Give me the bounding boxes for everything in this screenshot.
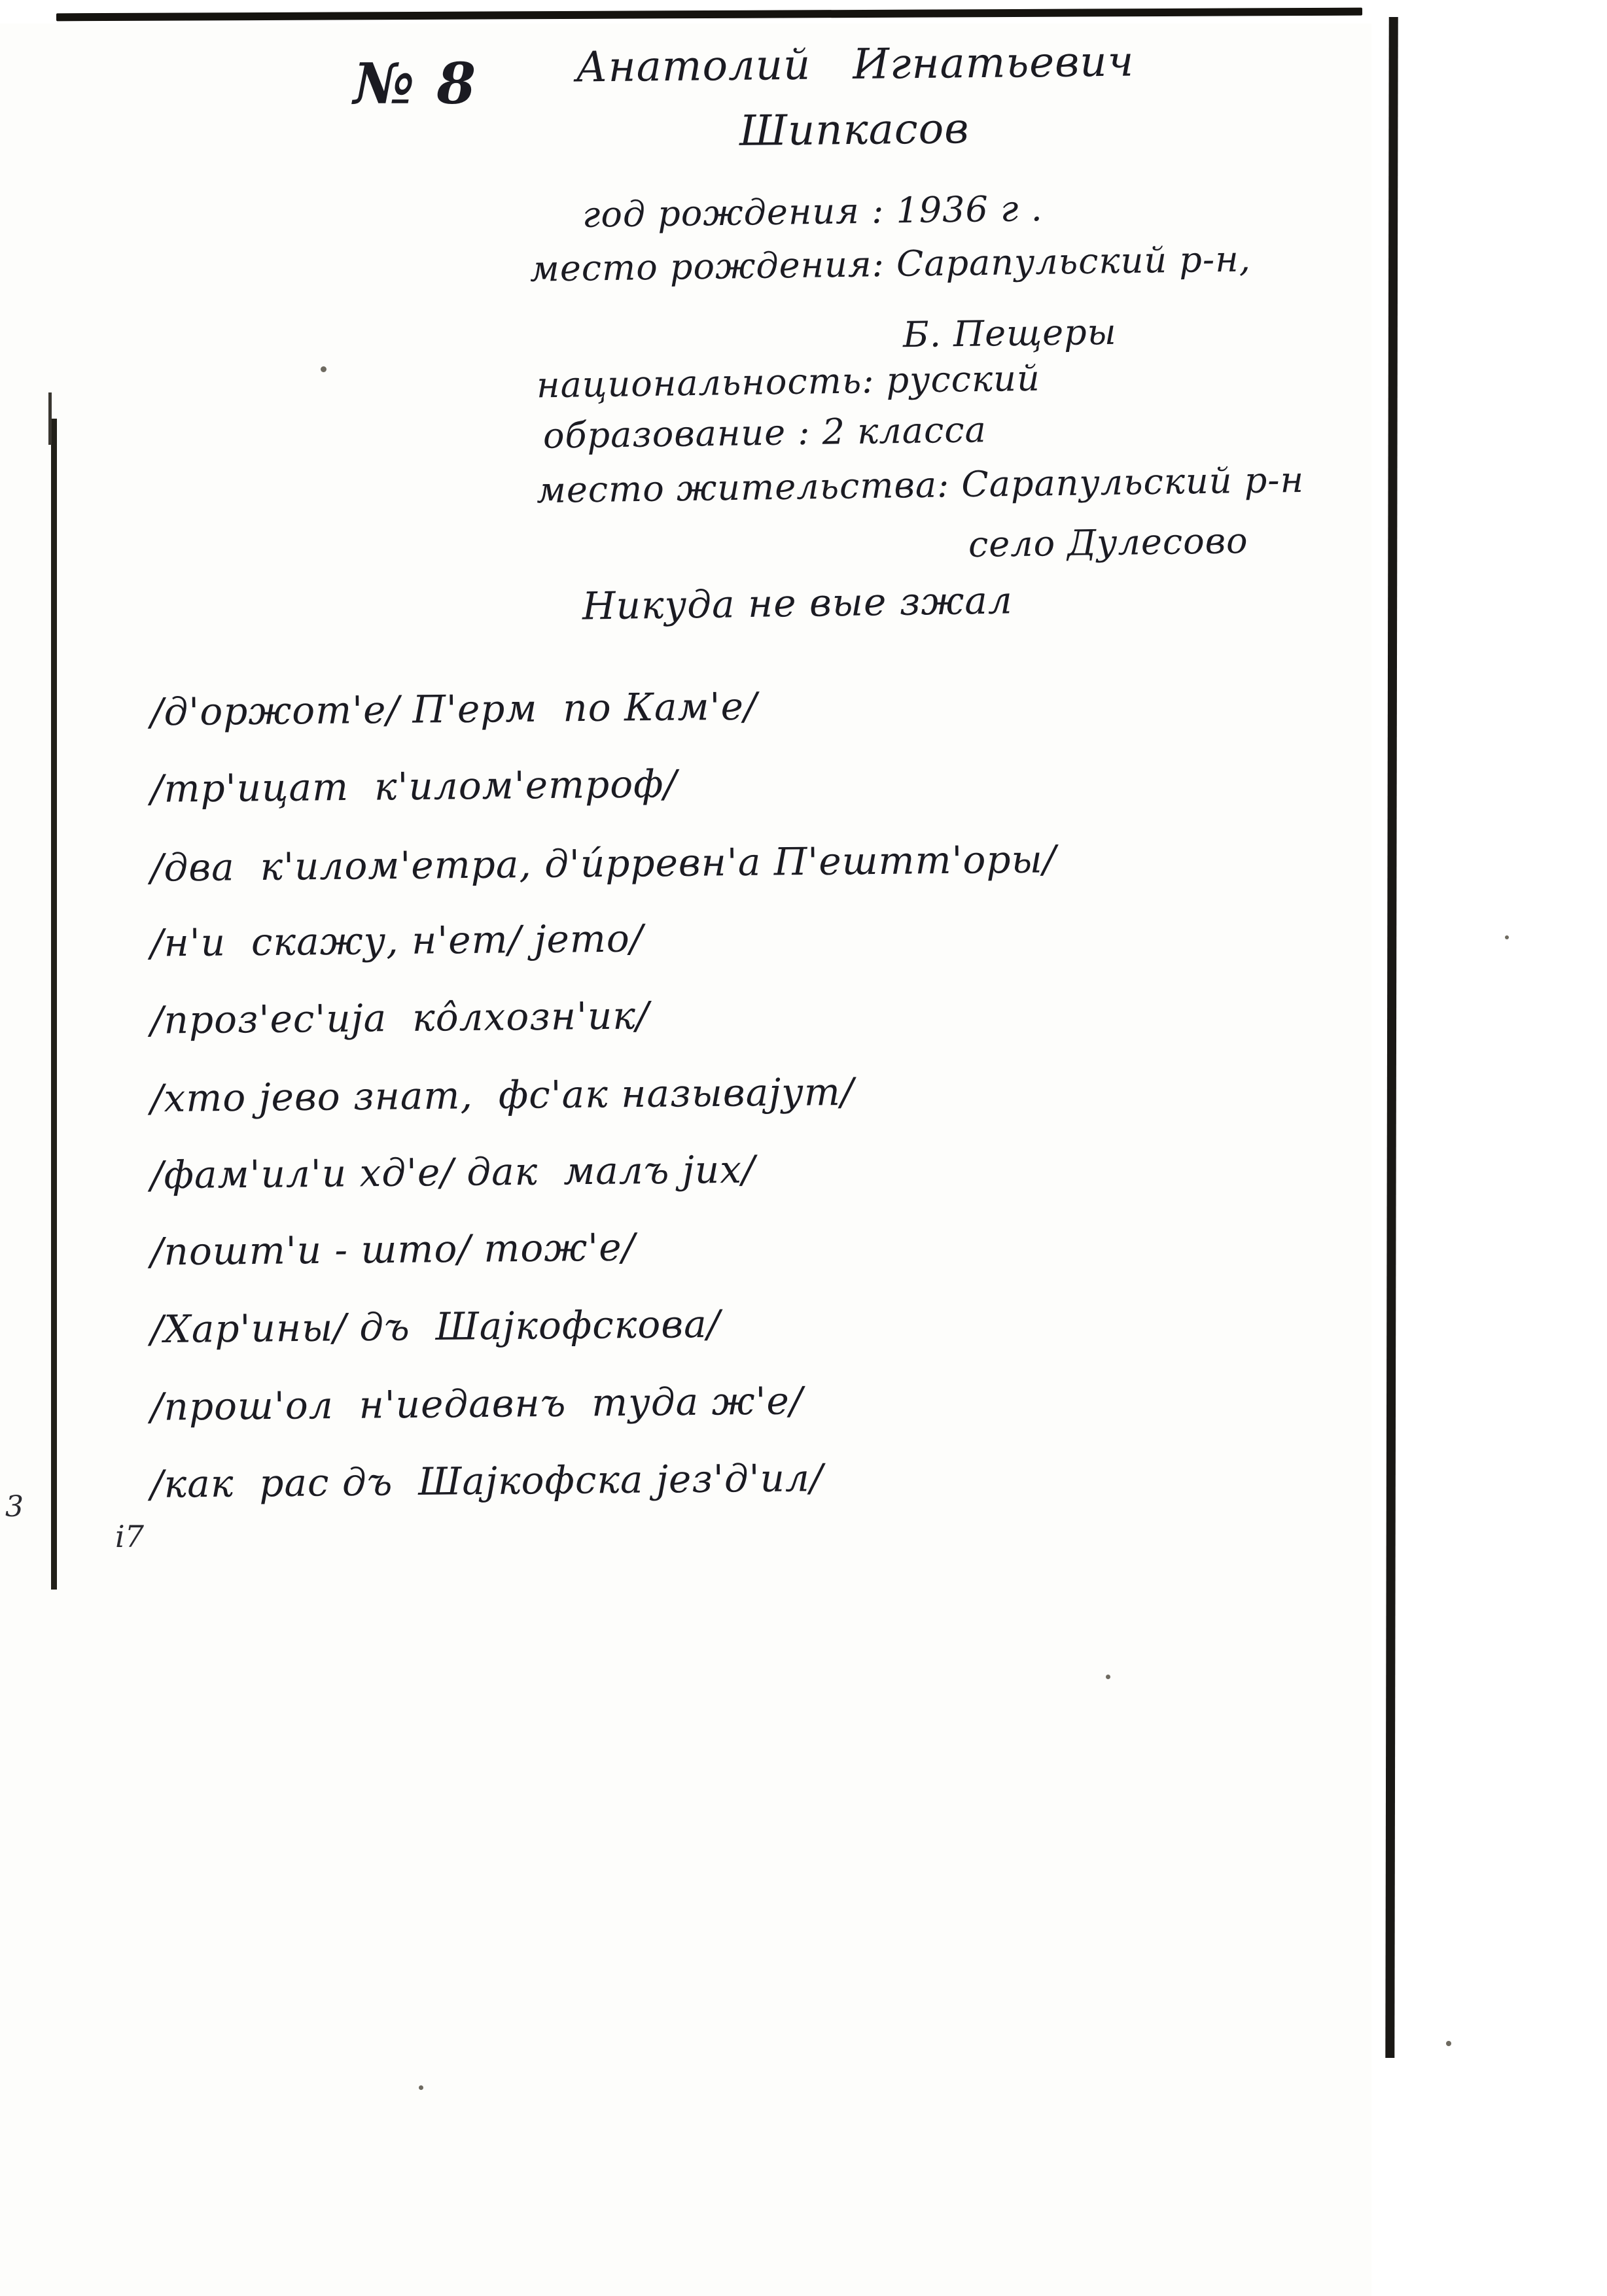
record-number: № 8 [353, 51, 478, 117]
scan-speck [1505, 935, 1509, 939]
transcript-line: /прош'ол н'иедавнъ туда ж'е/ [150, 1378, 804, 1429]
scan-speck [1106, 1675, 1110, 1679]
field-birth-year: год рождения : 1936 г . [582, 188, 1044, 235]
transcript-line: /как рас дъ Шајкофска jез'д'ил/ [150, 1455, 824, 1506]
field-residence-continued: село Дулесово [968, 520, 1248, 565]
transcript-line: /д'оржот'е/ П'ерм по Кам'е/ [150, 684, 758, 735]
field-mobility-note: Никуда не вые зжал [582, 578, 1014, 629]
transcript-line: /фам'ил'и хд'е/ дак малъ јих/ [150, 1147, 756, 1198]
field-nationality: национальность: русский [536, 357, 1041, 406]
transcript-line: /проз'ес'ија кôлхозн'ик/ [150, 993, 650, 1043]
informant-name-line2: Шипкасов [739, 105, 970, 156]
informant-name-line1: Анатолий Игнатьевич [575, 37, 1135, 92]
transcript-line: /пошт'и - што/ тож'е/ [150, 1225, 636, 1274]
informant-header [0, 0, 1374, 654]
transcript-line: /н'и скажу, н'ет/ jето/ [150, 916, 644, 965]
field-birth-place: место рождения: Сарапульский р-н, [529, 238, 1252, 290]
scan-speck [419, 2085, 423, 2090]
transcript-line: /хто jево знат, фс'ак называјут/ [150, 1069, 855, 1121]
field-residence: место жительства: Сарапульский р-н [536, 459, 1305, 512]
field-education: образование : 2 класса [542, 409, 987, 457]
page-right-margin [1371, 0, 1607, 2296]
marginalia-left-edge: 3 [5, 1490, 24, 1523]
transcript-line: /тр'ицат к'илом'етроф/ [150, 761, 678, 811]
scan-speck [1446, 2041, 1451, 2046]
transcript-line: /Хар'ины/ дъ Шајкофскова/ [150, 1301, 721, 1352]
transcript-line: /два к'илом'етра, д'и́рревн'а П'ештт'оры/ [150, 837, 1057, 890]
field-birth-place-continued: Б. Пещеры [902, 311, 1118, 356]
marginalia-bottom-left: і7 [115, 1519, 144, 1554]
